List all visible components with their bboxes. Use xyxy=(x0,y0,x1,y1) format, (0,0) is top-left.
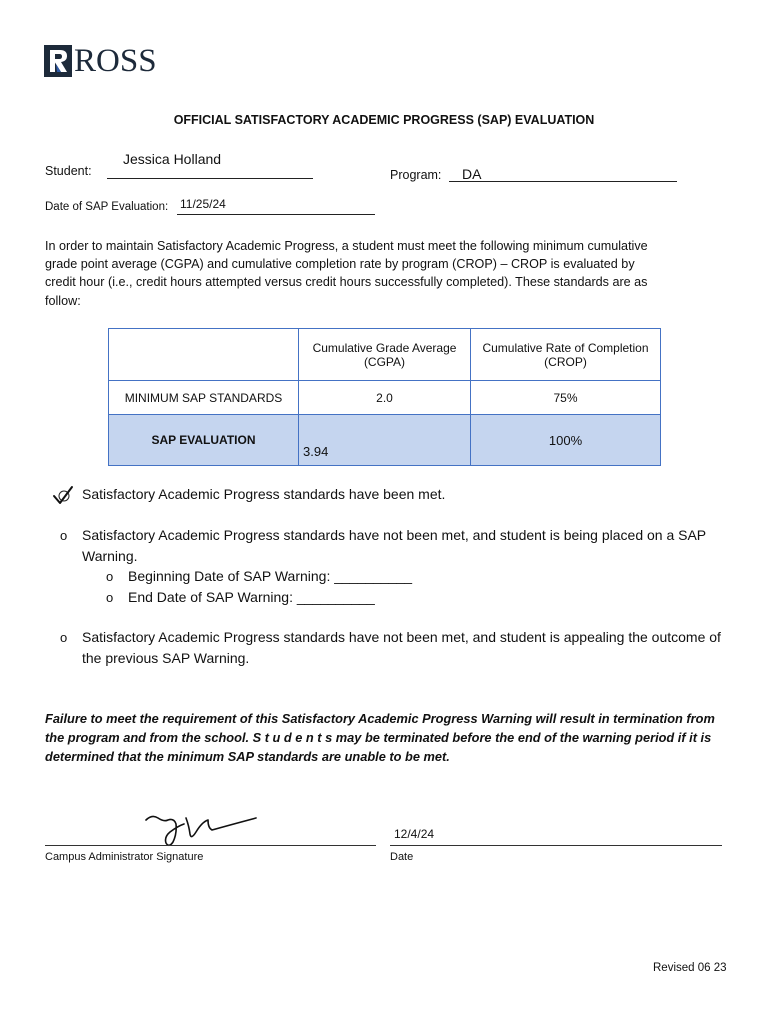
checkmark-icon[interactable] xyxy=(52,484,76,506)
table-header-crop: Cumulative Rate of Completion (CROP) xyxy=(471,329,661,381)
minimum-crop-value: 75% xyxy=(471,381,661,415)
sub-bullet-icon: o xyxy=(106,590,114,605)
logo-wordmark: ROSS xyxy=(74,43,157,79)
ross-logo xyxy=(44,44,157,78)
option-standards-met: Satisfactory Academic Progress standards have been met. xyxy=(82,486,446,502)
table-header-row xyxy=(109,329,661,381)
minimum-cgpa-value: 2.0 xyxy=(299,381,471,415)
signature-label: Campus Administrator Signature xyxy=(45,851,204,863)
option-warning: Satisfactory Academic Progress standards have not been met, and student is being placed on a SAP Warning. xyxy=(82,527,706,564)
warning-begin-date[interactable]: Beginning Date of SAP Warning: __________ xyxy=(128,568,413,584)
program-field-line xyxy=(449,165,677,182)
table-header-empty xyxy=(109,329,299,381)
student-label: Student: xyxy=(45,164,92,178)
sub-bullet-icon: o xyxy=(106,569,114,584)
ross-logo-mark-icon xyxy=(44,45,72,77)
evaluation-date-label: Date of SAP Evaluation: xyxy=(45,201,169,213)
document-title: OFFICIAL SATISFACTORY ACADEMIC PROGRESS (SAP) EVALUATION xyxy=(173,113,595,127)
program-value[interactable]: DA xyxy=(462,166,482,182)
termination-warning: Failure to meet the requirement of this Satisfactory Academic Progress Warning will result in termination from the program and from the school. S t u d e n t s may be terminated before the end of the warning period if it is determined that the minimum SAP standards are unable to be met. xyxy=(45,711,715,765)
evaluation-date-value[interactable]: 11/25/24 xyxy=(180,197,226,211)
table-row xyxy=(109,381,661,415)
warning-end-date[interactable]: End Date of SAP Warning: __________ xyxy=(128,589,375,605)
signature-line xyxy=(45,845,376,846)
radio-bullet-icon[interactable]: o xyxy=(60,528,68,543)
table-header-cgpa: Cumulative Grade Average (CGPA) xyxy=(299,329,471,381)
signature-date-value[interactable]: 12/4/24 xyxy=(394,827,435,841)
intro-paragraph: In order to maintain Satisfactory Academic Progress, a student must meet the following minimum cumulative grade point average (CGPA) and cumulative completion rate by program (CROP) – CROP is evaluated by credit hour (i.e., credit hours attempted versus credit hours successfully completed). These standards are as follow: xyxy=(45,239,648,308)
revision-note: Revised 06 23 xyxy=(653,962,727,974)
signature-date-line xyxy=(390,845,722,846)
sap-standards-table xyxy=(108,328,661,466)
radio-bullet-icon[interactable]: o xyxy=(60,630,68,645)
table-row xyxy=(109,415,661,466)
evaluation-crop-value[interactable]: 100% xyxy=(471,415,661,466)
program-label: Program: xyxy=(390,168,442,182)
student-value[interactable]: Jessica Holland xyxy=(123,151,222,167)
sap-evaluation-label: SAP EVALUATION xyxy=(109,415,299,466)
option-appealing: Satisfactory Academic Progress standards have not been met, and student is appealing the outcome of the previous SAP Warning. xyxy=(82,629,721,666)
signature-date-label: Date xyxy=(390,851,414,863)
evaluation-cgpa-value[interactable]: 3.94 xyxy=(299,415,471,466)
minimum-standards-label: MINIMUM SAP STANDARDS xyxy=(109,381,299,415)
